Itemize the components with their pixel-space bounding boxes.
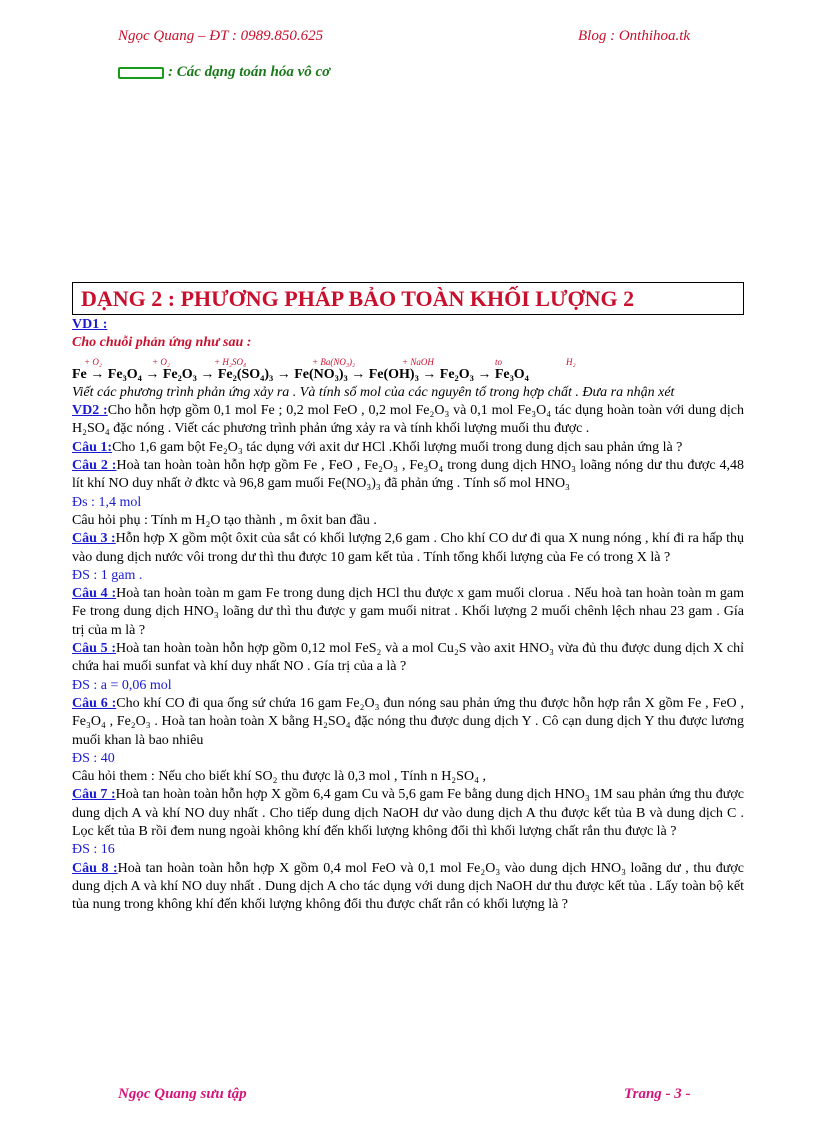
vd2 [72,402,744,439]
question-label: Câu 5 : [72,641,116,657]
extra-question: Câu hỏi phụ : Tính m H₂O tạo thành , m ôxit ban đầu . [72,512,377,528]
vd2-text: Cho hỗn hợp gồm 0,1 mol Fe ; 0,2 mol FeO , 0,2 mol Fe₂O₃ và 0,1 mol Fe₃O₄ tác dụng hoàn toàn với dung dịch H₂SO₄ đặc nóng . Viết các phương trình phản ứng xảy ra và tính khối lượng muối thu được . [72,403,744,437]
answer: ĐS : 40 [72,750,115,766]
answer: ĐS : a = 0,06 mol [72,677,172,693]
question-text: Hoà tan hoàn toàn hỗn hợp gồm 0,12 mol FeS₂ và a mol Cu₂S vào axit HNO₃ vừa đủ thu được dung dịch X chỉ chứa hai muối sunfat và khí duy nhất NO . Gía trị của a là ? [72,641,744,675]
reagent: + O₂ [152,356,170,367]
question-label: Câu 1: [72,439,113,455]
question-7 [72,786,744,841]
answer: ĐS : 1 gam . [72,567,143,583]
reagent: + O₂ [84,356,102,367]
header-blog: Blog : Onthihoa.tk [578,28,691,44]
answer: Đs : 1,4 mol [72,494,142,510]
reagent: to [495,356,503,367]
question-text: Hoà tan hoàn toàn hỗn hợp X gồm 0,4 mol FeO và 0,1 mol Fe₂O₃ vào dung dịch HNO₃ loãng dư , thu được dung dịch A và khí NO duy nhất . Dung dịch A cho tác dụng với dung dịch NaOH dư thu được kết tủa . Lấy toàn bộ kết tủa nung trong không khí đến khối lượng không đổi thu được chất rắn có khối lượng là ? [72,860,744,913]
question-5 [72,640,744,677]
vd1-label: VD1 : [72,317,108,332]
vd2-label: VD2 : [72,403,108,419]
question-8 [72,860,744,915]
question-label: Câu 2 : [72,458,117,474]
reagent: + Ba(NO₃)₂ [312,356,356,367]
answer: ĐS : 16 [72,842,115,858]
page-number: Trang - 3 - [624,1086,691,1102]
question-text: Hoà tan hoàn toàn m gam Fe trong dung dịch HCl thu được x gam muối clorua . Nếu hoà tan hoàn toàn m gam Fe trong dung dịch HNO₃ loãng dư thì thu được y gam muối nitrat . Khối lượng 2 muối chênh lệch nhau 23 gam . Gía trị của m là ? [72,586,745,638]
question-label: Câu 7 : [72,787,116,803]
section-title-box [72,282,744,315]
vd1-intro: Cho chuỗi phản ứng như sau : [72,335,252,351]
reaction-reagents [72,353,744,366]
header-subtitle: : Các dạng toán hóa vô cơ [168,64,331,80]
question-text: Hoà tan hoàn toàn hỗn hợp gồm Fe , FeO , Fe₂O₃ , Fe₃O₄ trong dung dịch HNO₃ loãng nóng dư thu được 4,48 lít khí NO duy nhất ở đktc và 96,8 gam muối Fe(NO₃)₃ đã phản ứng . Tính số mol HNO₃ [72,458,745,492]
books-icon [118,67,164,79]
question-label: Câu 6 : [72,695,117,711]
question-text: Hỗn hợp X gồm một ôxit của sắt có khối lượng 2,6 gam . Cho khí CO dư đi qua X nung nóng , khí đi ra hấp thụ vào dung dịch nước vôi trong dư thì thu được 10 gam kết tủa . Tính tổng khối lượng của Fe có trong X là ? [72,531,744,565]
question-text: Hoà tan hoàn toàn hỗn hợp X gồm 6,4 gam Cu và 5,6 gam Fe bằng dung dịch HNO₃ 1M sau phản ứng thu được dung dịch A và khí NO duy nhất . Cho tiếp dung dịch NaOH dư vào dung dịch A thu được kết tủa B và dung dịch C . Lọc kết tủa B rồi đem nung ngoài không khí đến khối lượng không đổi thì khối lượng chất rắn thu được là ? [72,787,744,840]
vd1-question: Viết các phương trình phản ứng xảy ra . Và tính số mol của các nguyên tố trong hợp chất . Đưa ra nhận xét [72,384,675,400]
header-subtitle-row [118,64,330,81]
question-3 [72,530,744,567]
section-title: DẠNG 2 : PHƯƠNG PHÁP BẢO TOÀN KHỐI LƯỢNG 2 [81,286,635,311]
reagent: H₂ [566,356,576,367]
content [72,316,744,915]
question-label: Câu 4 : [72,586,117,602]
reaction-chain: Fe → Fe₃O₄ → Fe₂O₃ → Fe₂(SO₄)₃ → Fe(NO₃)₃ → Fe(OH)₃ → Fe₂O₃ → Fe₃O₄ [72,366,529,382]
question-text: Cho 1,6 gam bột Fe₂O₃ tác dụng với axit dư HCl .Khối lượng muối trong dung dịch sau phản ứng là ? [112,439,683,455]
reagent: + NaOH [402,356,434,367]
question-label: Câu 8 : [72,860,118,876]
header-author: Ngọc Quang – ĐT : 0989.850.625 [118,28,324,44]
question-6 [72,695,744,750]
extra-question: Câu hỏi them : Nếu cho biết khí SO₂ thu được là 0,3 mol , Tính n H₂SO₄ , [72,769,486,785]
question-label: Câu 3 : [72,531,116,547]
question-text: Cho khí CO đi qua ống sứ chứa 16 gam Fe₂O₃ đun nóng sau phản ứng thu được hỗn hợp rắn X gồm Fe , FeO , Fe₃O₄ , Fe₂O₃ . Hoà tan hoàn toàn X bằng H₂SO₄ đặc nóng thu được dung dịch Y . Cô cạn dung dịch Y thu được lương muối khan là bao nhiêu [72,695,744,748]
question-2 [72,457,744,494]
question-1 [72,439,744,457]
reagent: + H₂SO₄ [214,356,247,367]
footer-credit: Ngọc Quang sưu tập [118,1086,247,1102]
question-4 [72,585,744,640]
